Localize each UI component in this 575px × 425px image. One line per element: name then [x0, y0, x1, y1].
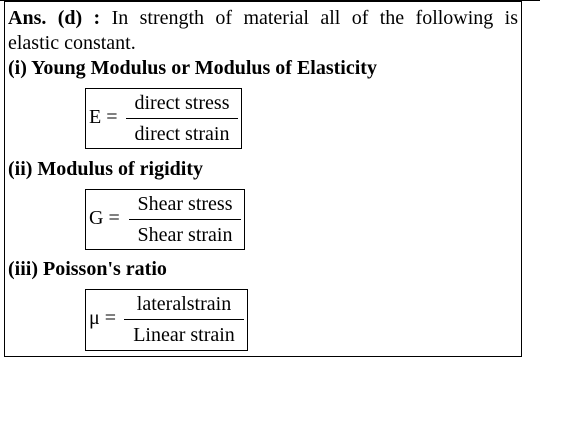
formula-symbol: G = — [89, 207, 120, 229]
formula-young-modulus — [85, 88, 242, 149]
formula-denominator: Linear strain — [133, 324, 235, 346]
formula-fraction — [126, 91, 238, 146]
formula-fraction — [124, 292, 244, 347]
formula-modulus-of-rigidity — [85, 189, 245, 250]
answer-intro-continuation: elastic constant. — [8, 32, 136, 54]
heading-young-modulus: (i) Young Modulus or Modulus of Elasticity — [8, 57, 377, 79]
heading-poissons-ratio: (iii) Poisson's ratio — [8, 258, 167, 280]
heading-modulus-of-rigidity: (ii) Modulus of rigidity — [8, 158, 204, 180]
answer-label: Ans. (d) : — [8, 7, 101, 29]
formula-poissons-ratio — [85, 289, 248, 351]
formula-fraction — [129, 192, 241, 247]
formula-numerator: Shear stress — [137, 193, 233, 215]
answer-intro-text: In strength of material all of the following is — [111, 7, 519, 29]
formula-symbol: μ = — [89, 307, 117, 329]
formula-denominator: Shear strain — [137, 224, 233, 246]
formula-numerator: lateralstrain — [136, 293, 232, 315]
formula-numerator: direct stress — [134, 92, 230, 114]
answer-intro-line — [8, 6, 518, 30]
formula-symbol: E = — [89, 106, 118, 128]
formula-denominator: direct strain — [134, 123, 230, 145]
answer-box — [4, 1, 522, 357]
